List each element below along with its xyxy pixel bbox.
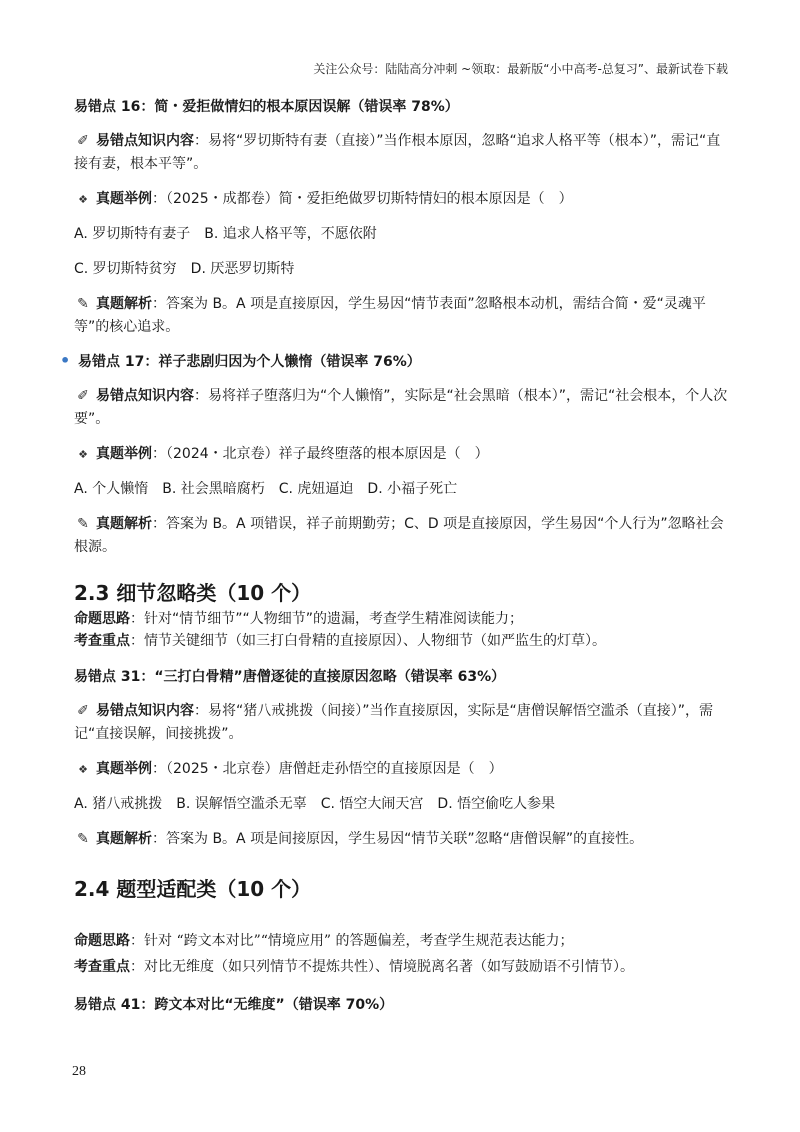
bullet-dot-icon: • (60, 351, 71, 370)
knowledge-paragraph: ✐ 易错点知识内容：易将“罗切斯特有妻（直接）”当作根本原因，忽略“追求人格平等（根本）”，需记“直接有妻，根本平等”。 (74, 130, 728, 176)
analysis-paragraph: ✎ 真题解析：答案为 B。A 项是直接原因，学生易因“情节表面”忽略根本动机，需结合简・爱“灵魂平等”的核心追求。 (74, 293, 728, 339)
error-point-title: 易错点 31：“三打白骨精”唐僧逐徒的直接原因忽略（错误率 63%） (74, 669, 506, 685)
pencil-icon: ✐ (77, 703, 89, 719)
option-line: A. 罗切斯特有妻子 B. 追求人格平等，不愿依附 (74, 226, 377, 242)
error-point-title: 易错点 16：简・爱拒做情妇的根本原因误解（错误率 78%） (74, 99, 459, 115)
section-focus: 考查重点：对比无维度（如只列情节不提炼共性）、情境脱离名著（如写鼓励语不引情节）。 (74, 959, 634, 975)
pen-nib-icon: ✎ (77, 296, 89, 312)
example-paragraph: ❖ 真题举例：（2024・北京卷）祥子最终堕落的根本原因是（ ） (74, 443, 728, 466)
pencil-icon: ✐ (77, 133, 89, 149)
diamond-bullet-icon: ❖ (78, 448, 88, 461)
analysis-paragraph: ✎ 真题解析：答案为 B。A 项是间接原因，学生易因“情节关联”忽略“唐僧误解”的直接性。 (74, 828, 728, 851)
diamond-bullet-icon: ❖ (78, 763, 88, 776)
option-line: C. 罗切斯特贫穷 D. 厌恶罗切斯特 (74, 261, 295, 277)
option-line: A. 猪八戒挑拨 B. 误解悟空滥杀无辜 C. 悟空大闹天宫 D. 悟空偷吃人参果 (74, 796, 556, 812)
section-focus: 考查重点：情节关键细节（如三打白骨精的直接原因）、人物细节（如严监生的灯草）。 (74, 633, 606, 649)
section-thinking: 命题思路：针对“情节细节”“人物细节”的遗漏，考查学生精准阅读能力； (74, 611, 524, 627)
pencil-icon: ✐ (77, 388, 89, 404)
knowledge-paragraph: ✐ 易错点知识内容：易将“猪八戒挑拨（间接）”当作直接原因，实际是“唐僧误解悟空滥杀（直接）”，需记“直接误解，间接挑拨”。 (74, 700, 728, 746)
section-heading: 2.3 细节忽略类（10 个） (74, 581, 312, 605)
knowledge-paragraph: ✐ 易错点知识内容：易将祥子堕落归为“个人懒惰”，实际是“社会黑暗（根本）”，需记“社会根本，个人次要”。 (74, 385, 728, 431)
pen-nib-icon: ✎ (77, 831, 89, 847)
pen-nib-icon: ✎ (77, 516, 89, 532)
section-thinking: 命题思路：针对 “跨文本对比”“情境应用” 的答题偏差，考查学生规范表达能力； (74, 933, 574, 949)
analysis-paragraph: ✎ 真题解析：答案为 B。A 项错误，祥子前期勤劳；C、D 项是直接原因，学生易因“个人行为”忽略社会根源。 (74, 513, 728, 559)
error-point-title: 易错点 41：跨文本对比“无维度”（错误率 70%） (74, 997, 394, 1013)
diamond-bullet-icon: ❖ (78, 193, 88, 206)
page-number: 28 (72, 1064, 86, 1079)
page-header: 关注公众号：陆陆高分冲刺 ~领取：最新版“小中高考-总复习”、最新试卷下载 (313, 62, 728, 76)
example-paragraph: ❖ 真题举例：（2025・成都卷）简・爱拒绝做罗切斯特情妇的根本原因是（ ） (74, 188, 728, 211)
option-line: A. 个人懒惰 B. 社会黑暗腐朽 C. 虎妞逼迫 D. 小福子死亡 (74, 481, 458, 497)
page-content (60, 88, 728, 1028)
example-paragraph: ❖ 真题举例：（2025・北京卷）唐僧赶走孙悟空的直接原因是（ ） (74, 758, 728, 781)
section-heading: 2.4 题型适配类（10 个） (74, 877, 312, 901)
error-point-title: • 易错点 17：祥子悲剧归因为个人懒惰（错误率 76%） (60, 351, 421, 370)
